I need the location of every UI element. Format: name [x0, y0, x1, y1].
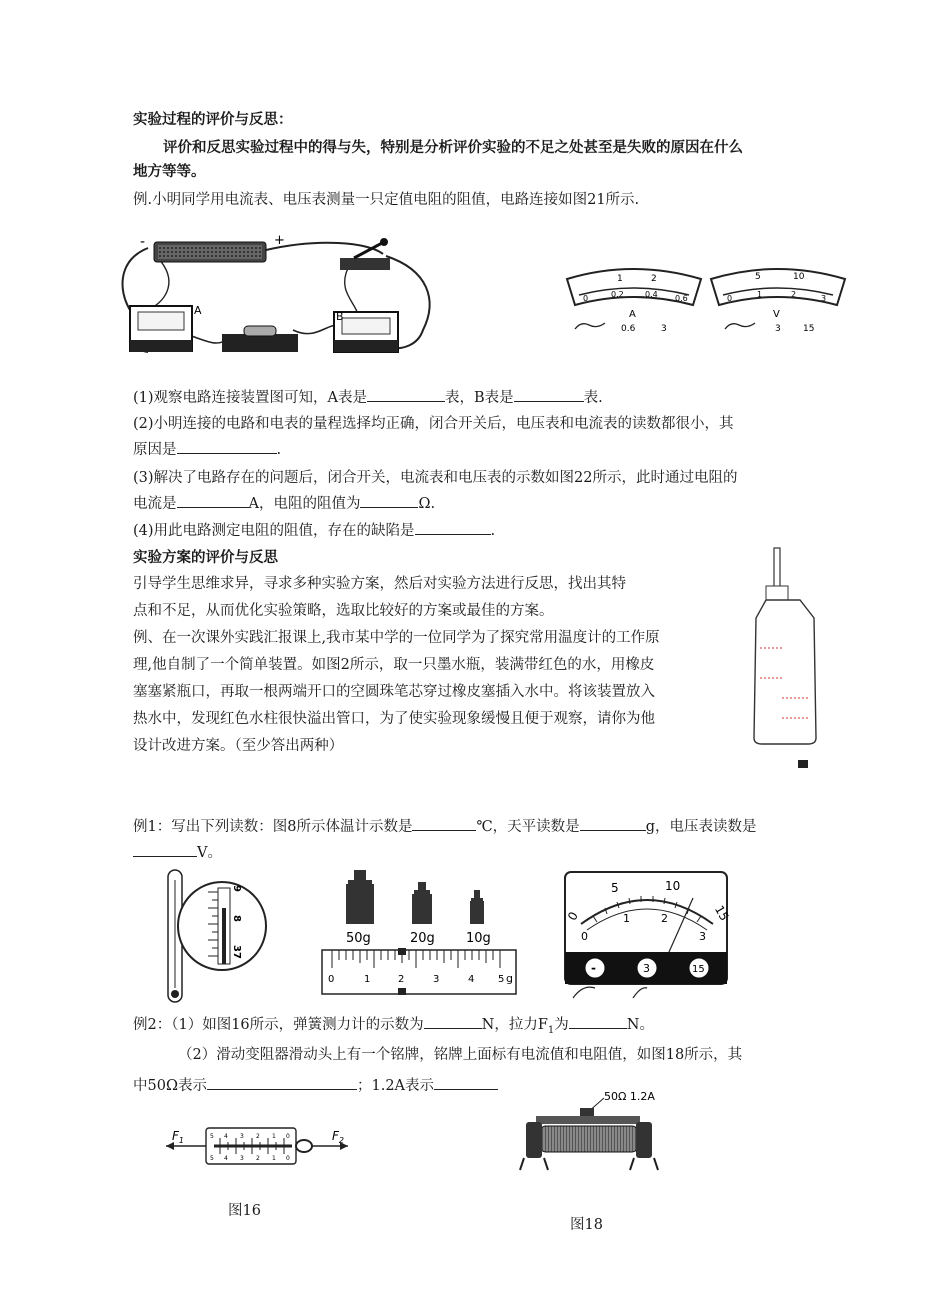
answer-blank[interactable] [367, 387, 445, 402]
question-4: (4)用此电路测定电阻的阻值，存在的缺陷是 . [133, 520, 495, 542]
scale-mark: 1 [272, 1155, 276, 1162]
answer-blank[interactable] [434, 1075, 498, 1090]
ruler-label: 2 [398, 974, 405, 985]
scale-mark: 1 [272, 1133, 276, 1140]
meter-a-label: A [194, 304, 202, 317]
figure-caption-16: 图16 [228, 1203, 261, 1219]
answer-blank[interactable] [207, 1075, 357, 1090]
section-body-line: 点和不足，从而优化实验策略，选取比较好的方案或最佳的方案。 [133, 603, 554, 619]
voltmeter-dial [711, 269, 845, 334]
thermometer-label: 8 [231, 915, 242, 922]
voltmeter-bottom-label: 2 [791, 290, 797, 299]
answer-blank[interactable] [412, 816, 476, 831]
ruler-label: 3 [433, 974, 440, 985]
example-text: 例.小明同学用电流表、电压表测量一只定值电阻的阻值，电路连接如图21所示. [133, 192, 640, 208]
question-2-cont: 原因是 . [133, 439, 281, 461]
weight-20g [412, 882, 432, 924]
spring-scale-figure [162, 1120, 352, 1170]
circuit-figure [118, 230, 443, 365]
ruler-label: 5 [498, 974, 505, 985]
voltmeter-top-label: 0 [564, 909, 581, 923]
ruler-label: 1 [364, 974, 371, 985]
ammeter-top-label: 1 [617, 274, 623, 284]
section-intro-line: 地方等等。 [133, 163, 206, 180]
answer-blank[interactable] [580, 816, 646, 831]
ammeter-bottom-label: 0.2 [611, 290, 624, 299]
answer-blank[interactable] [133, 842, 197, 857]
weight-50g [346, 870, 374, 924]
ammeter-terminal-label: 3 [661, 324, 667, 334]
resistor [222, 326, 298, 352]
thermometer-label: 9 [231, 885, 242, 892]
section-body-line: 理,他自制了一个简单装置。如图2所示，取一只墨水瓶，装满带红色的水，用橡皮 [133, 657, 655, 673]
voltmeter-bottom-label: 3 [699, 930, 706, 943]
section-body-line: 塞塞紧瓶口，再取一根两端开口的空圆珠笔芯穿过橡皮塞插入水中。将该装置放入 [133, 684, 655, 700]
ammeter-bottom-label: 0.6 [675, 294, 688, 303]
example1-line: V。 [133, 842, 222, 864]
example2-line: （2）滑动变阻器滑动头上有一个铭牌，铭牌上面标有电流值和电阻值，如图18所示，其 [178, 1047, 743, 1063]
voltmeter-bottom-label: 3 [821, 294, 827, 303]
scale-mark: 0 [286, 1155, 290, 1162]
voltmeter-big-figure [563, 870, 731, 1000]
force-label-f1: $F_1$ [172, 1129, 184, 1145]
scale-mark: 2 [256, 1133, 260, 1140]
answer-blank[interactable] [177, 493, 249, 508]
ammeter-top-label: 2 [651, 274, 657, 284]
terminal-label: 15 [692, 964, 705, 975]
scale-mark: 2 [256, 1155, 260, 1162]
ruler-unit: g [506, 972, 513, 985]
weight-label: 10g [466, 931, 491, 946]
rheostat-figure [518, 1086, 678, 1176]
terminal-label: - [591, 961, 596, 975]
answer-blank[interactable] [360, 493, 418, 508]
ruler-label: 0 [328, 974, 335, 985]
ink-bottle-figure [752, 548, 822, 773]
meters-figure [565, 265, 850, 345]
ammeter-bottom-label: 0 [583, 294, 589, 303]
answer-blank[interactable] [415, 520, 491, 535]
rheostat-nameplate: 50Ω 1.2A [604, 1090, 655, 1103]
section-body-line: 设计改进方案。（至少答出两种） [133, 738, 344, 754]
question-2: (2)小明连接的电路和电表的量程选择均正确，闭合开关后，电压表和电流表的读数都很小，其 [133, 416, 734, 432]
voltmeter-bottom-label: 0 [581, 930, 588, 943]
voltmeter-top-label: 5 [611, 881, 619, 895]
figure-caption-18: 图18 [570, 1217, 603, 1233]
weight-label: 20g [410, 931, 435, 946]
scale-mark: 3 [240, 1155, 244, 1162]
section-body-line: 引导学生思维求异，寻求多种实验方案，然后对实验方法进行反思，找出其特 [133, 576, 626, 592]
ruler [322, 950, 516, 994]
battery-minus-label: - [140, 234, 146, 250]
meter-b-label: B [336, 310, 344, 323]
voltmeter-bottom-label: 1 [757, 290, 763, 299]
voltmeter-top-label: 10 [793, 272, 805, 282]
scale-mark: 5 [210, 1155, 214, 1162]
scale-mark: 4 [224, 1133, 228, 1140]
scale-mark: 5 [210, 1133, 214, 1140]
weight-10g [470, 890, 484, 924]
example1-line: 例1：写出下列读数：图8所示体温计示数是 ℃，天平读数是 g，电压表读数是 [133, 816, 756, 838]
ammeter-dial [567, 269, 701, 334]
question-1: (1)观察电路连接装置图可知，A表是 表，B表是 表. [133, 387, 603, 409]
question-3-cont: 电流是 A，电阻的阻值为 Ω. [133, 493, 435, 515]
ruler-label: 4 [468, 974, 475, 985]
voltmeter-bottom-label: 0 [727, 294, 733, 303]
voltmeter-top-label: 15 [711, 903, 732, 924]
example2-line: 例2：（1）如图16所示，弹簧测力计的示数为 N，拉力$F_1$为 N。 [133, 1014, 654, 1042]
section-heading-process: 实验过程的评价与反思： [133, 111, 293, 128]
section-body-line: 例、在一次课外实践汇报课上,我市某中学的一位同学为了探究常用温度计的工作原 [133, 630, 660, 646]
scale-mark: 4 [224, 1155, 228, 1162]
ammeter-terminal-label: 0.6 [621, 324, 636, 334]
thermometer-label: 37 [231, 945, 242, 959]
ammeter-box [130, 304, 202, 352]
scale-mark: 3 [240, 1133, 244, 1140]
voltmeter-top-label: 10 [665, 879, 681, 893]
example2-line: 中50Ω表示 ；1.2A表示 [133, 1075, 498, 1097]
terminal-label: 3 [643, 962, 650, 975]
voltmeter-terminal-label: 15 [803, 324, 815, 334]
battery-plus-label: + [274, 233, 285, 248]
scale-mark: 0 [286, 1133, 290, 1140]
thermometer-figure [160, 868, 260, 1008]
ammeter-symbol: A [629, 309, 636, 320]
voltmeter-terminal-label: 3 [775, 324, 781, 334]
voltmeter-bottom-label: 1 [623, 912, 630, 925]
voltmeter-bottom-label: 2 [661, 912, 668, 925]
section-body-line: 热水中，发现红色水柱很快溢出管口，为了使实验现象缓慢且便于观察，请你为他 [133, 711, 655, 727]
voltmeter-top-label: 5 [755, 272, 761, 282]
weight-label: 50g [346, 931, 371, 946]
section-intro-line: 评价和反思实验过程中的得与失，特别是分析评价实验的不足之处甚至是失败的原因在什么 [163, 139, 743, 156]
balance-figure [320, 868, 520, 998]
ammeter-bottom-label: 0.4 [645, 290, 658, 299]
answer-blank[interactable] [569, 1014, 627, 1029]
section-heading-plan: 实验方案的评价与反思 [133, 549, 278, 566]
answer-blank[interactable] [514, 387, 584, 402]
voltmeter-box [334, 310, 398, 352]
force-label-f2: $F_2$ [332, 1129, 344, 1145]
answer-blank[interactable] [424, 1014, 482, 1029]
voltmeter-symbol: V [773, 309, 780, 320]
answer-blank[interactable] [177, 439, 277, 454]
question-3: (3)解决了电路存在的问题后，闭合开关，电流表和电压表的示数如图22所示，此时通过电阻的 [133, 470, 738, 486]
